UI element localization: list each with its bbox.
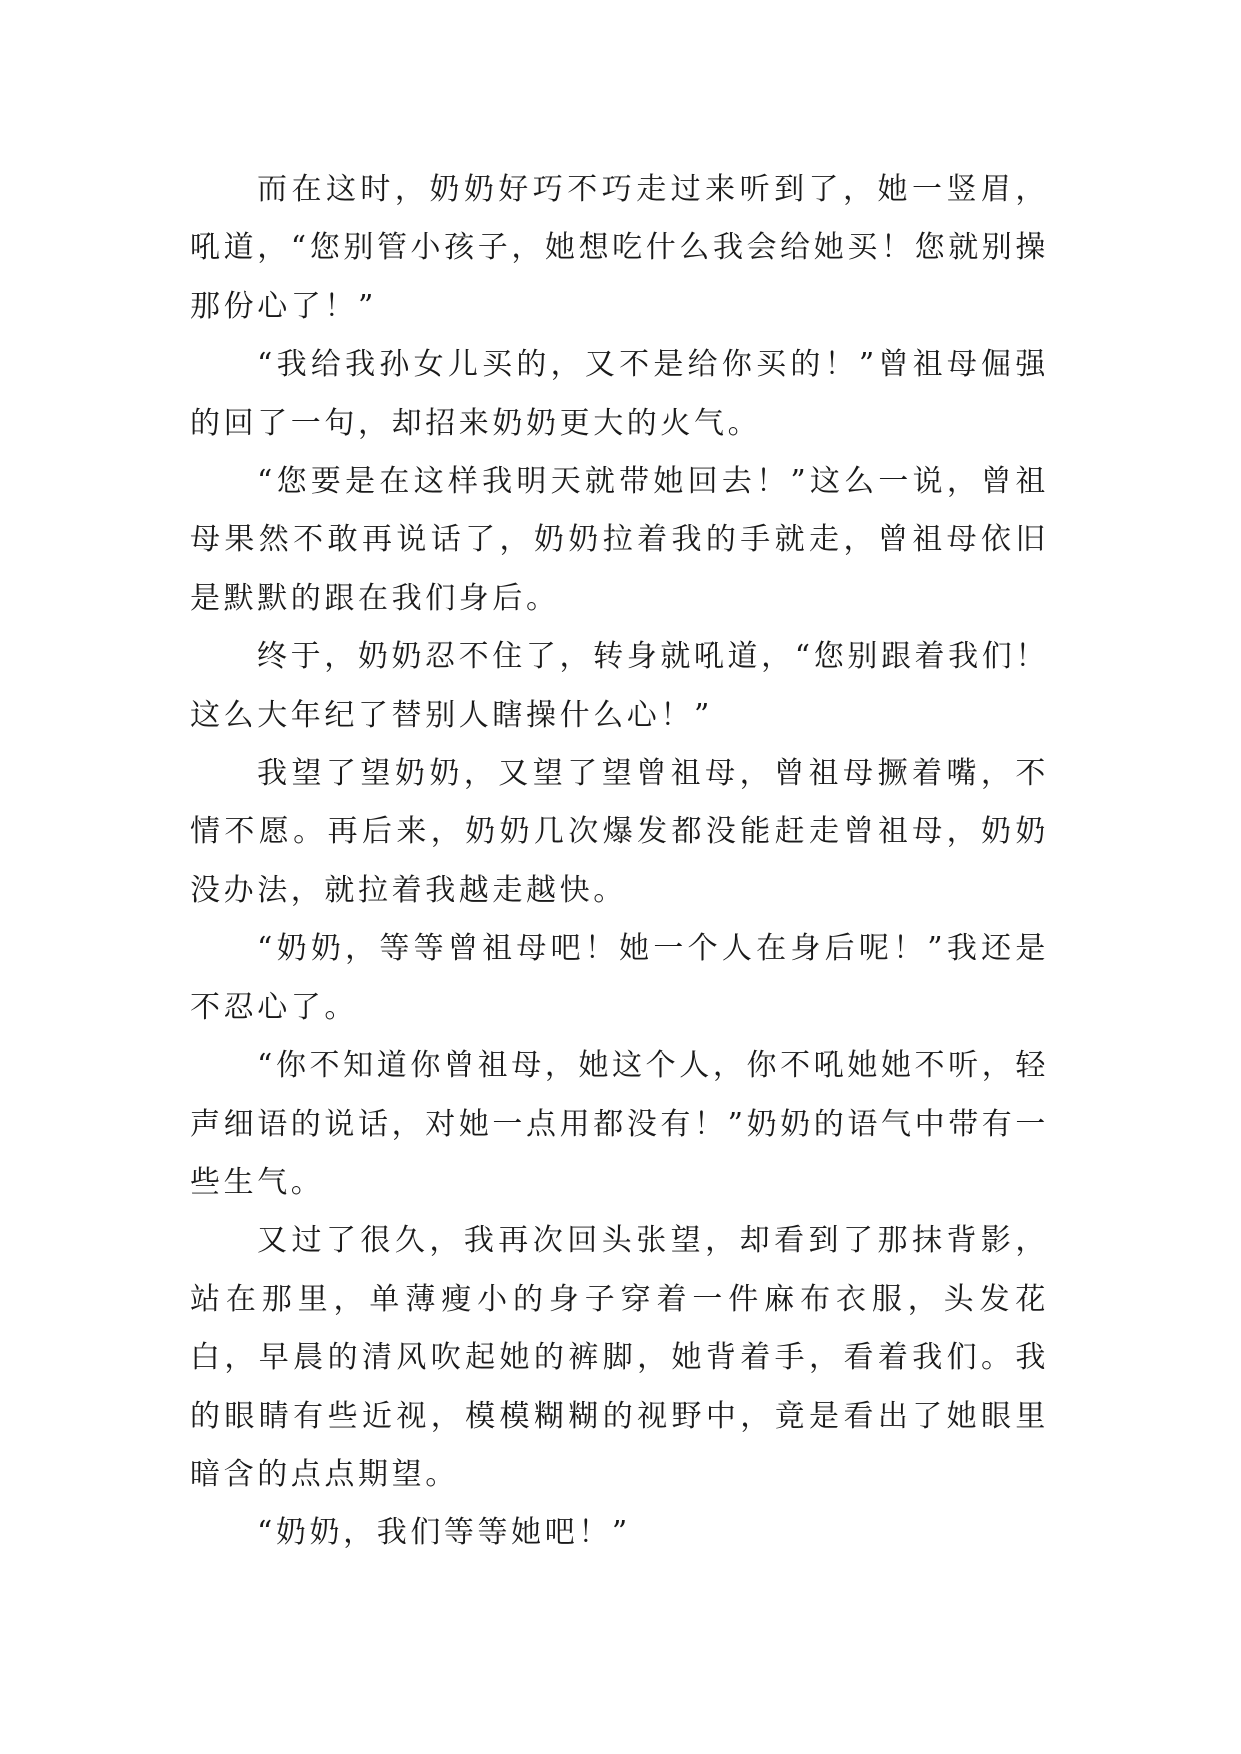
paragraph-1: 而在这时，奶奶好巧不巧走过来听到了，她一竖眉，吼道，“您别管小孩子，她想吃什么我会给她买！您就别操那份心了！” [190, 172, 1049, 324]
paragraph-4: 终于，奶奶忍不住了，转身就吼道，“您别跟着我们！这么大年纪了替别人瞎操什么心！” [190, 639, 1049, 733]
paragraph-9: “奶奶，我们等等她吧！” [257, 1515, 631, 1551]
paragraph-5: 我望了望奶奶，又望了望曾祖母，曾祖母撅着嘴，不情不愿。再后来，奶奶几次爆发都没能赶走曾祖母，奶奶没办法，就拉着我越走越快。 [190, 756, 1049, 908]
document-body [190, 161, 1049, 1563]
paragraph-6: “奶奶，等等曾祖母吧！她一个人在身后呢！”我还是不忍心了。 [190, 931, 1049, 1025]
paragraph-8: 又过了很久，我再次回头张望，却看到了那抹背影，站在那里，单薄瘦小的身子穿着一件麻布衣服，头发花白，早晨的清风吹起她的裤脚，她背着手，看着我们。我的眼睛有些近视，模模糊糊的视野中，竟是看出了她眼里暗含的点点期望。 [190, 1223, 1049, 1492]
paragraph-2: “我给我孙女儿买的，又不是给你买的！”曾祖母倔强的回了一句，却招来奶奶更大的火气。 [190, 347, 1049, 441]
paragraph-7: “你不知道你曾祖母，她这个人，你不吼她她不听，轻声细语的说话，对她一点用都没有！”奶奶的语气中带有一些生气。 [190, 1048, 1049, 1200]
paragraph-3: “您要是在这样我明天就带她回去！”这么一说，曾祖母果然不敢再说话了，奶奶拉着我的手就走，曾祖母依旧是默默的跟在我们身后。 [190, 464, 1049, 616]
